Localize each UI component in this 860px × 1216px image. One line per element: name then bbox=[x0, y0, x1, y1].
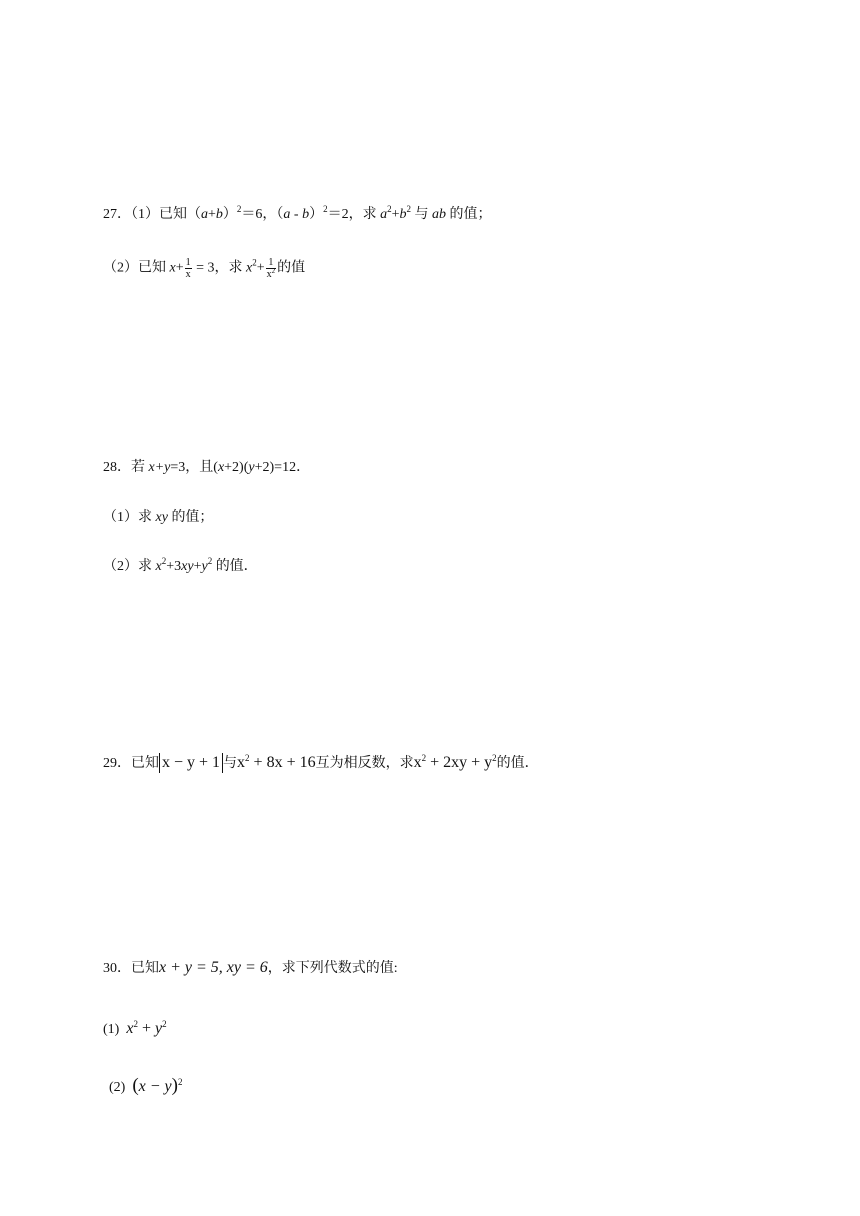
q29-stem: 29．已知 x − y + 1 与$x^2 + 8x + 16$互为相反数，求$x^2 + 2xy + y^2$的值． bbox=[103, 753, 539, 771]
q28-part2: （2）求 $x^2+3xy+y^2$ 的值． bbox=[103, 556, 258, 574]
absolute-value-expression: x − y + 1 bbox=[159, 753, 223, 773]
fraction-1-over-x-squared: $\frac{1}{x^2}$ bbox=[266, 257, 276, 280]
q30-stem: 30．已知x + y = 5, xy = 6，求下列代数式的值: bbox=[103, 959, 398, 976]
q27-part1: 27．（1）已知$(a+b)^2=6$，（a - b）$^2$＝2，求 $a^2+b^2$ 与 ab 的值； bbox=[103, 204, 492, 222]
q28-part1: （1）求 xy 的值； bbox=[103, 510, 214, 525]
q28-stem: 28．若 x+y=3，且(x+2)(y+2)=12． bbox=[103, 460, 311, 475]
q30-number: 30． bbox=[103, 961, 131, 976]
q29-number: 29． bbox=[103, 756, 131, 771]
q30-part1: (1) $x^2 + y^2$ bbox=[103, 1019, 167, 1037]
q27-part2: （2）已知 x+ $\frac{1}{x}$ = 3，求 $x^2+$ $\frac{1}{x^2}$ 的值 bbox=[103, 257, 306, 280]
q27-number: 27． bbox=[103, 207, 131, 222]
fraction-1-over-x: $\frac{1}{x}$ bbox=[185, 257, 191, 280]
q28-number: 28． bbox=[103, 460, 131, 475]
q30-part2: (2) $(x - y)^2$ bbox=[109, 1075, 183, 1096]
